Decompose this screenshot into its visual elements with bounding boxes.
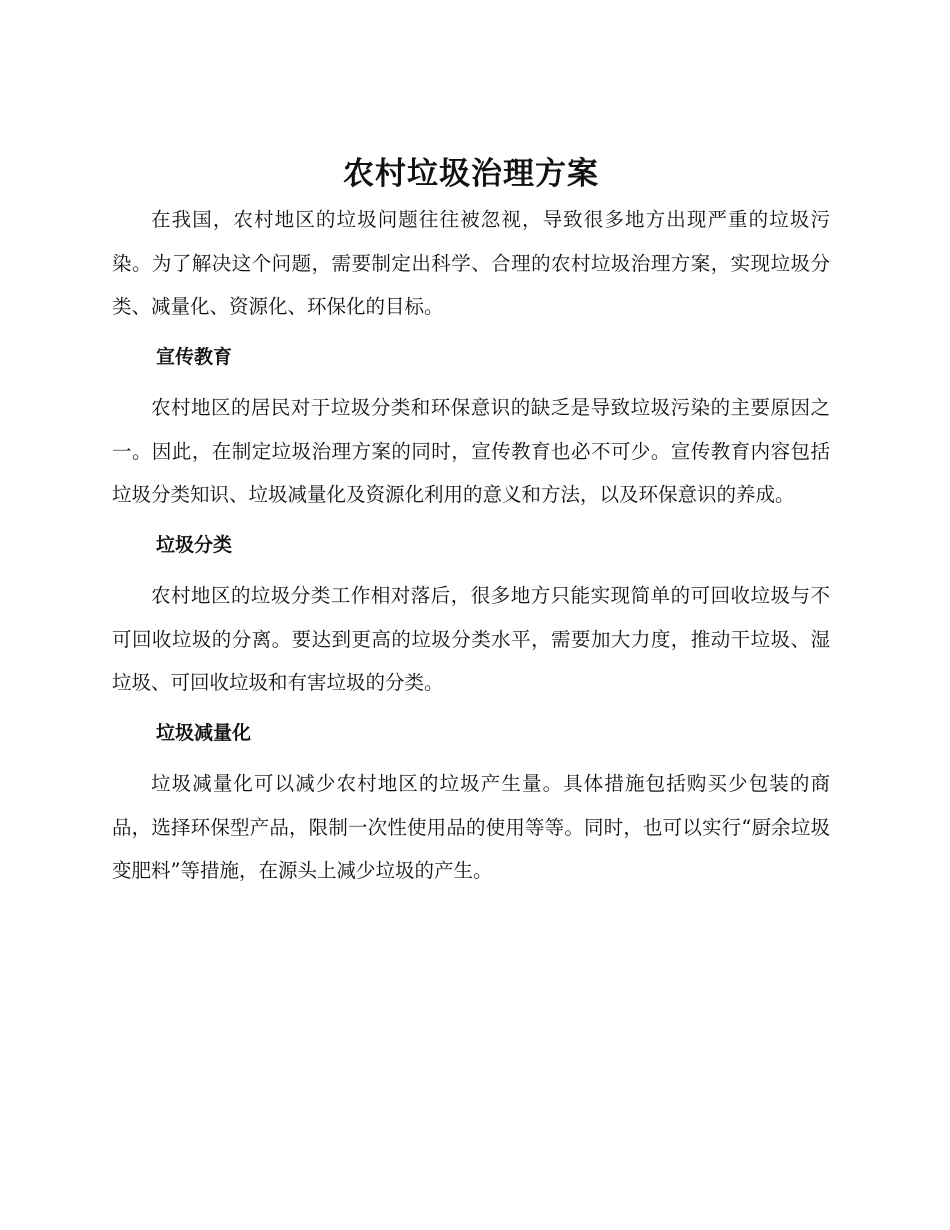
document-title: 农村垃圾治理方案 bbox=[343, 156, 599, 192]
section-heading-classification: 垃圾分类 bbox=[156, 533, 233, 556]
section-heading-publicity: 宣传教育 bbox=[156, 345, 233, 368]
intro-paragraph: 在我国，农村地区的垃圾问题往往被忽视，导致很多地方出现严重的垃圾污染。为了解决这个问题，需要制定出科学、合理的农村垃圾治理方案，实现垃圾分类、减量化、资源化、环保化的目标。 bbox=[112, 208, 830, 318]
section-body-reduction: 垃圾减量化可以减少农村地区的垃圾产生量。具体措施包括购买少包装的商品，选择环保型产品，限制一次性使用品的使用等等。同时，也可以实行“厨余垃圾变肥料”等措施，在源头上减少垃圾的产生。 bbox=[112, 772, 830, 882]
document-page bbox=[112, 150, 830, 893]
section-body-classification: 农村地区的垃圾分类工作相对落后，很多地方只能实现简单的可回收垃圾与不可回收垃圾的分离。要达到更高的垃圾分类水平，需要加大力度，推动干垃圾、湿垃圾、可回收垃圾和有害垃圾的分类。 bbox=[112, 584, 830, 694]
section-body-publicity: 农村地区的居民对于垃圾分类和环保意识的缺乏是导致垃圾污染的主要原因之一。因此，在制定垃圾治理方案的同时，宣传教育也必不可少。宣传教育内容包括垃圾分类知识、垃圾减量化及资源化利用的意义和方法，以及环保意识的养成。 bbox=[112, 396, 830, 506]
section-heading-reduction: 垃圾减量化 bbox=[156, 721, 252, 744]
